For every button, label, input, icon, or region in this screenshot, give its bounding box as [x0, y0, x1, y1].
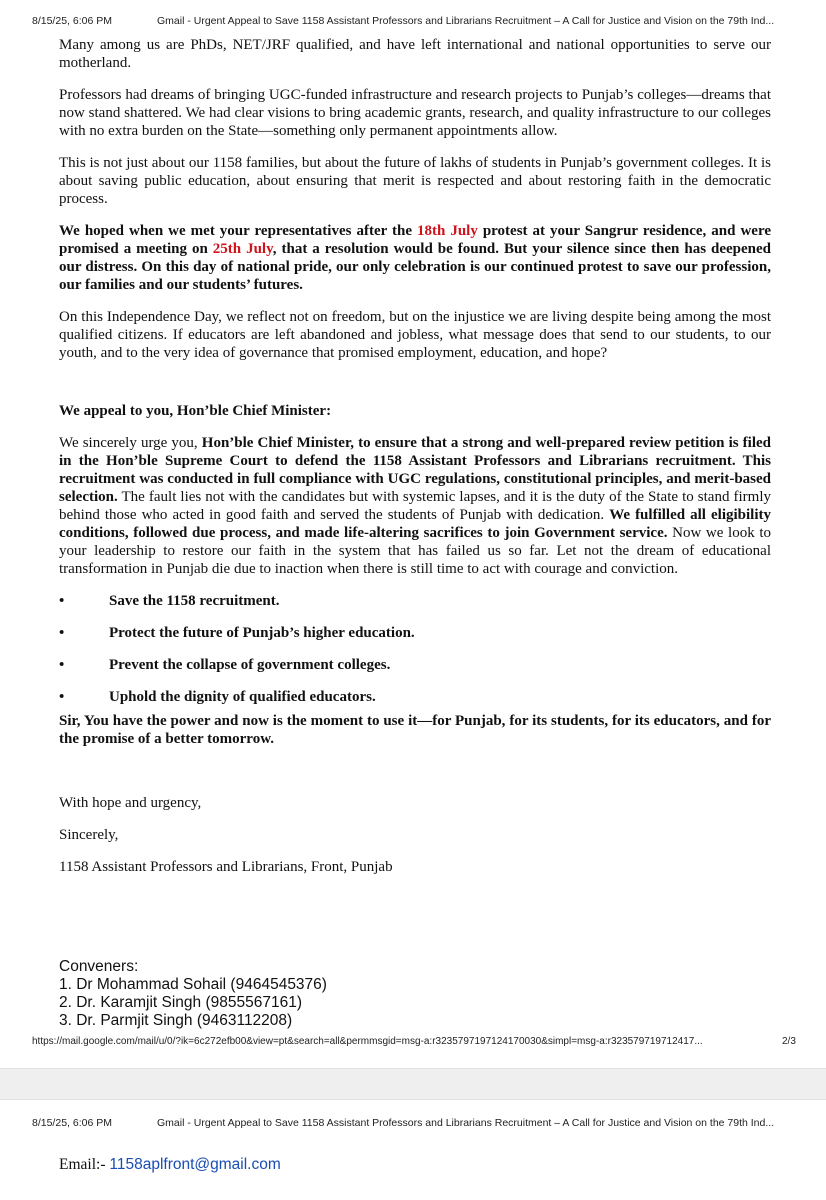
conveners-label: Conveners: — [59, 958, 139, 975]
signoff-hope: With hope and urgency, — [59, 795, 202, 811]
print-title: Gmail - Urgent Appeal to Save 1158 Assistant Professors and Librarians Recruitment – A Call for Justice and Vision on the 79th Ind... — [157, 1117, 775, 1129]
appeal-heading-text: We appeal to you, Hon’ble Chief Minister: — [59, 403, 332, 419]
email-link[interactable]: 1158aplfront@gmail.com — [109, 1156, 281, 1173]
page-separator — [0, 1068, 826, 1100]
appeal-text-3: The fault lies not with the candidates but with systemic lapses, and it is the duty of the State to stand firmly behind those who acted in good faith and served the students of Punjab with dedication. — [59, 489, 771, 523]
paragraph-independence-day: On this Independence Day, we reflect not on freedom, but on the injustice we are living despite being among the most qualified citizens. If educators are left abandoned and jobless, what message does that send to our students, to our youth, and to the very idea of governance that promised employment, education, and hope? — [59, 309, 771, 361]
demands-list — [59, 592, 771, 712]
appeal-text-2: Hon’ble Chief Minister, to ensure that a strong and well-prepared review petition is filed in the Hon’ble Supreme Court to defend the 1158 Assistant Professors and Librarians recruitment. This recruitment was conducted in full compliance with UGC regulations, constitutional principles, and merit-based selection. — [59, 435, 771, 505]
closing-statement-text: Sir, You have the power and now is the moment to use it—for Punjab, for its students, for its educators, and for the promise of a better tomorrow. — [59, 713, 771, 747]
date-25th-july: 25th July — [212, 241, 273, 257]
protest-text-1: We hoped when we met your representatives after the — [59, 223, 417, 239]
date-18th-july: 18th July — [416, 223, 478, 239]
email-line — [59, 1156, 281, 1174]
signoff-sincerely: Sincerely, — [59, 827, 119, 843]
convener-item: 2. Dr. Karamjit Singh (9855567161) — [59, 994, 302, 1011]
conveners-block — [59, 958, 327, 1030]
bullet-icon: • — [59, 625, 65, 641]
print-header-page3 — [0, 1117, 826, 1139]
appeal-heading — [59, 402, 771, 420]
list-item-text: Uphold the dignity of qualified educators. — [109, 689, 376, 705]
list-item — [59, 688, 771, 712]
email-label: Email:- — [59, 1156, 110, 1173]
paragraph-qualifications: Many among us are PhDs, NET/JRF qualified, and have left international and national opportunities to serve our motherland. — [59, 37, 771, 71]
letter-body — [59, 36, 771, 876]
paragraph-protest — [59, 222, 771, 294]
print-date: 8/15/25, 6:06 PM — [32, 15, 112, 27]
print-footer — [0, 1036, 826, 1052]
convener-item: 3. Dr. Parmjit Singh (9463112208) — [59, 1012, 293, 1029]
bullet-icon: • — [59, 593, 65, 609]
print-title: Gmail - Urgent Appeal to Save 1158 Assistant Professors and Librarians Recruitment – A Call for Justice and Vision on the 79th Ind... — [157, 15, 775, 27]
print-date: 8/15/25, 6:06 PM — [32, 1117, 112, 1129]
print-header — [0, 15, 826, 37]
paragraph-families: This is not just about our 1158 families, but about the future of lakhs of students in Punjab’s government colleges. It is about saving public education, about ensuring that merit is respected and about restoring faith in the democratic process. — [59, 155, 771, 207]
list-item-text: Protect the future of Punjab’s higher education. — [109, 625, 415, 641]
closing-statement — [59, 712, 771, 748]
protest-text-3: , that a resolution would be found. But your silence since then has deepened our distress. On this day of national pride, our only celebration is our continued protest to save our profession, our families and our students’ futures. — [59, 241, 771, 293]
list-item — [59, 592, 771, 624]
list-item — [59, 656, 771, 688]
protest-text-2: protest at your Sangrur residence, and were promised a meeting on — [59, 223, 771, 257]
convener-item: 1. Dr Mohammad Sohail (9464545376) — [59, 976, 327, 993]
page-number: 2/3 — [782, 1036, 796, 1047]
bullet-icon: • — [59, 657, 65, 673]
bullet-icon: • — [59, 689, 65, 705]
appeal-text-4: We fulfilled all eligibility conditions, followed due process, and made life-altering sacrifices to join Government service. — [59, 507, 771, 541]
appeal-text-5: Now we look to your leadership to restore our faith in the system that has failed us so far. Let not the dream of educational transformation in Punjab die due to inaction when there is still time to act with courage and conviction. — [59, 525, 771, 577]
list-item-text: Prevent the collapse of government colleges. — [109, 657, 391, 673]
page-url: https://mail.google.com/mail/u/0/?ik=6c272efb00&view=pt&search=all&permmsgid=msg-a:r3235797197124170030&simpl=msg-a:r323579719712417... — [32, 1036, 703, 1047]
appeal-text-1: We sincerely urge you, — [59, 435, 202, 451]
signoff-organization: 1158 Assistant Professors and Librarians, Front, Punjab — [59, 859, 393, 875]
list-item — [59, 624, 771, 656]
paragraph-dreams: Professors had dreams of bringing UGC-funded infrastructure and research projects to Punjab’s colleges—dreams that now stand shattered. We had clear visions to bring academic grants, research, and quality infrastructure to our colleges with no extra burden on the State—something only permanent appointments allow. — [59, 87, 771, 139]
paragraph-appeal — [59, 434, 771, 578]
list-item-text: Save the 1158 recruitment. — [109, 593, 280, 609]
